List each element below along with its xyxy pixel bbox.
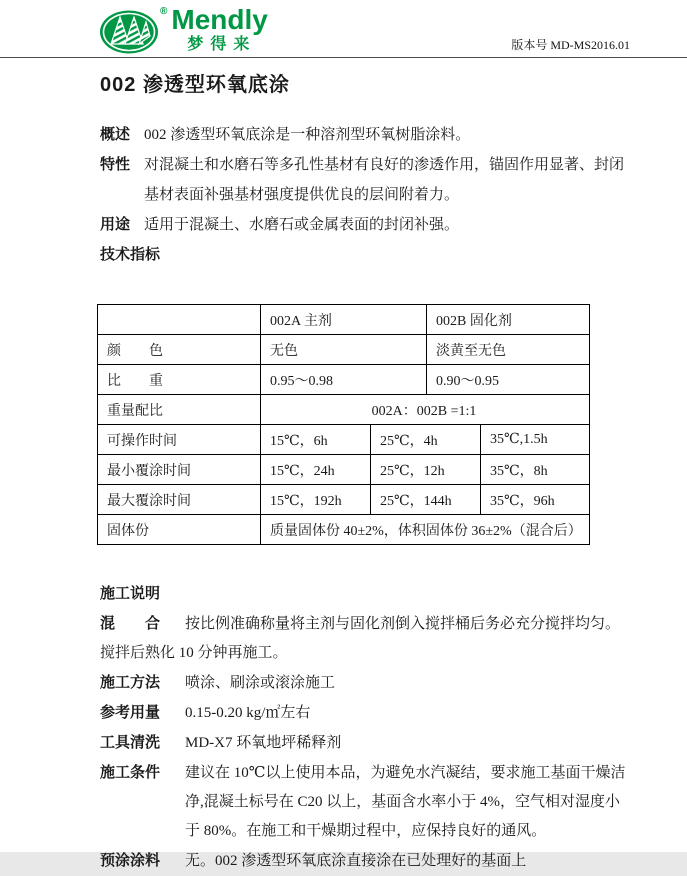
mixing-label: 混 合 bbox=[100, 615, 161, 632]
table-header-row bbox=[98, 305, 590, 335]
table-row bbox=[98, 365, 590, 395]
usage-label: 用途 bbox=[100, 216, 131, 233]
mixing-item bbox=[100, 609, 631, 639]
version-number: 版本号 MD-MS2016.01 bbox=[511, 38, 630, 52]
dosage-text: 0.15-0.20 kg/㎡左右 bbox=[185, 705, 311, 721]
table-row bbox=[98, 335, 590, 365]
cell-max-recoat-25c: 25℃，144h bbox=[371, 485, 481, 515]
precoat-label: 预涂涂料 bbox=[100, 852, 161, 869]
brand-name-en: Mendly bbox=[171, 4, 268, 35]
tool-cleaning-label: 工具清洗 bbox=[100, 734, 161, 751]
tool-cleaning-text: MD-X7 环氧地坪稀释剂 bbox=[185, 735, 342, 751]
cell-pot-life-25c: 25℃，4h bbox=[371, 425, 481, 455]
brand-text bbox=[171, 6, 267, 54]
mendly-oval-m-icon bbox=[98, 6, 164, 56]
cell-min-recoat-35c: 35℃，8h bbox=[481, 455, 590, 485]
overview-text: 002 渗透型环氧底涂是一种溶剂型环氧树脂涂料。 bbox=[144, 127, 471, 143]
mixing-text: 按比例准确称量将主剂与固化剂倒入搅拌桶后务必充分搅拌均匀。 bbox=[185, 616, 621, 632]
row-label-pot-life: 可操作时间 bbox=[98, 425, 261, 455]
conditions-item bbox=[100, 758, 631, 846]
conditions-label: 施工条件 bbox=[100, 764, 161, 781]
row-label-max-recoat: 最大覆涂时间 bbox=[98, 485, 261, 515]
usage-text: 适用于混凝土、水磨石或金属表面的封闭补强。 bbox=[144, 217, 460, 233]
table-row bbox=[98, 425, 590, 455]
cell-pot-life-35c: 35℃,1.5h bbox=[481, 425, 590, 455]
cell-min-recoat-25c: 25℃，12h bbox=[371, 455, 481, 485]
specs-table bbox=[97, 304, 590, 545]
method-text: 喷涂、刷涂或滚涂施工 bbox=[185, 675, 336, 691]
method-label: 施工方法 bbox=[100, 674, 161, 691]
usage-paragraph bbox=[100, 210, 631, 240]
row-label-mix-ratio: 重量配比 bbox=[98, 395, 261, 425]
overview-label: 概述 bbox=[100, 126, 131, 143]
tool-cleaning-item bbox=[100, 728, 631, 758]
construction-heading: 施工说明 bbox=[100, 585, 161, 602]
table-corner-cell bbox=[98, 305, 261, 335]
dosage-item bbox=[100, 698, 631, 728]
cell-color-a: 无色 bbox=[261, 335, 427, 365]
table-header-002a: 002A 主剂 bbox=[261, 305, 427, 335]
table-row bbox=[98, 455, 590, 485]
table-row bbox=[98, 395, 590, 425]
registered-trademark-icon: ® bbox=[160, 6, 168, 17]
conditions-text: 建议在 10℃以上使用本品，为避免水汽凝结，要求施工基面干燥洁净,混凝土标号在 C20 以上，基面含水率小于 4%，空气相对湿度小于 80%。在施工和干燥期过程中，应保持良好的通风。 bbox=[185, 765, 626, 839]
precoat-item bbox=[100, 846, 631, 876]
features-label: 特性 bbox=[100, 156, 131, 173]
header-divider bbox=[0, 57, 687, 58]
cell-min-recoat-15c: 15℃，24h bbox=[261, 455, 371, 485]
precoat-text: 无。002 渗透型环氧底涂直接涂在已处理好的基面上 bbox=[185, 853, 527, 869]
table-row bbox=[98, 515, 590, 545]
cell-color-b: 淡黄至无色 bbox=[427, 335, 590, 365]
row-label-density: 比 重 bbox=[98, 365, 261, 395]
row-label-solids: 固体份 bbox=[98, 515, 261, 545]
cell-max-recoat-35c: 35℃，96h bbox=[481, 485, 590, 515]
table-row bbox=[98, 485, 590, 515]
table-header-002b: 002B 固化剂 bbox=[427, 305, 590, 335]
cell-density-a: 0.95～0.98 bbox=[261, 365, 427, 395]
document-body bbox=[100, 62, 631, 876]
cell-mix-ratio: 002A：002B =1:1 bbox=[261, 395, 590, 425]
features-paragraph bbox=[100, 150, 631, 210]
row-label-min-recoat: 最小覆涂时间 bbox=[98, 455, 261, 485]
cell-solids: 质量固体份 40±2%，体积固体份 36±2%（混合后） bbox=[261, 515, 590, 545]
cell-density-b: 0.90～0.95 bbox=[427, 365, 590, 395]
cell-max-recoat-15c: 15℃，192h bbox=[261, 485, 371, 515]
specs-heading: 技术指标 bbox=[100, 246, 161, 263]
page-title: 002 渗透型环氧底涂 bbox=[100, 74, 290, 96]
cell-pot-life-15c: 15℃，6h bbox=[261, 425, 371, 455]
dosage-label: 参考用量 bbox=[100, 704, 161, 721]
row-label-color: 颜 色 bbox=[98, 335, 261, 365]
brand-logo bbox=[98, 6, 268, 56]
method-item bbox=[100, 668, 631, 698]
overview-paragraph bbox=[100, 120, 631, 150]
mixing-continuation: 搅拌后熟化 10 分钟再施工。 bbox=[100, 645, 288, 661]
brand-name-cn: 梦得来 bbox=[187, 36, 257, 53]
features-text: 对混凝土和水磨石等多孔性基材有良好的渗透作用，锚固作用显著、封闭基材表面补强基材强度提供优良的层间附着力。 bbox=[144, 157, 625, 203]
